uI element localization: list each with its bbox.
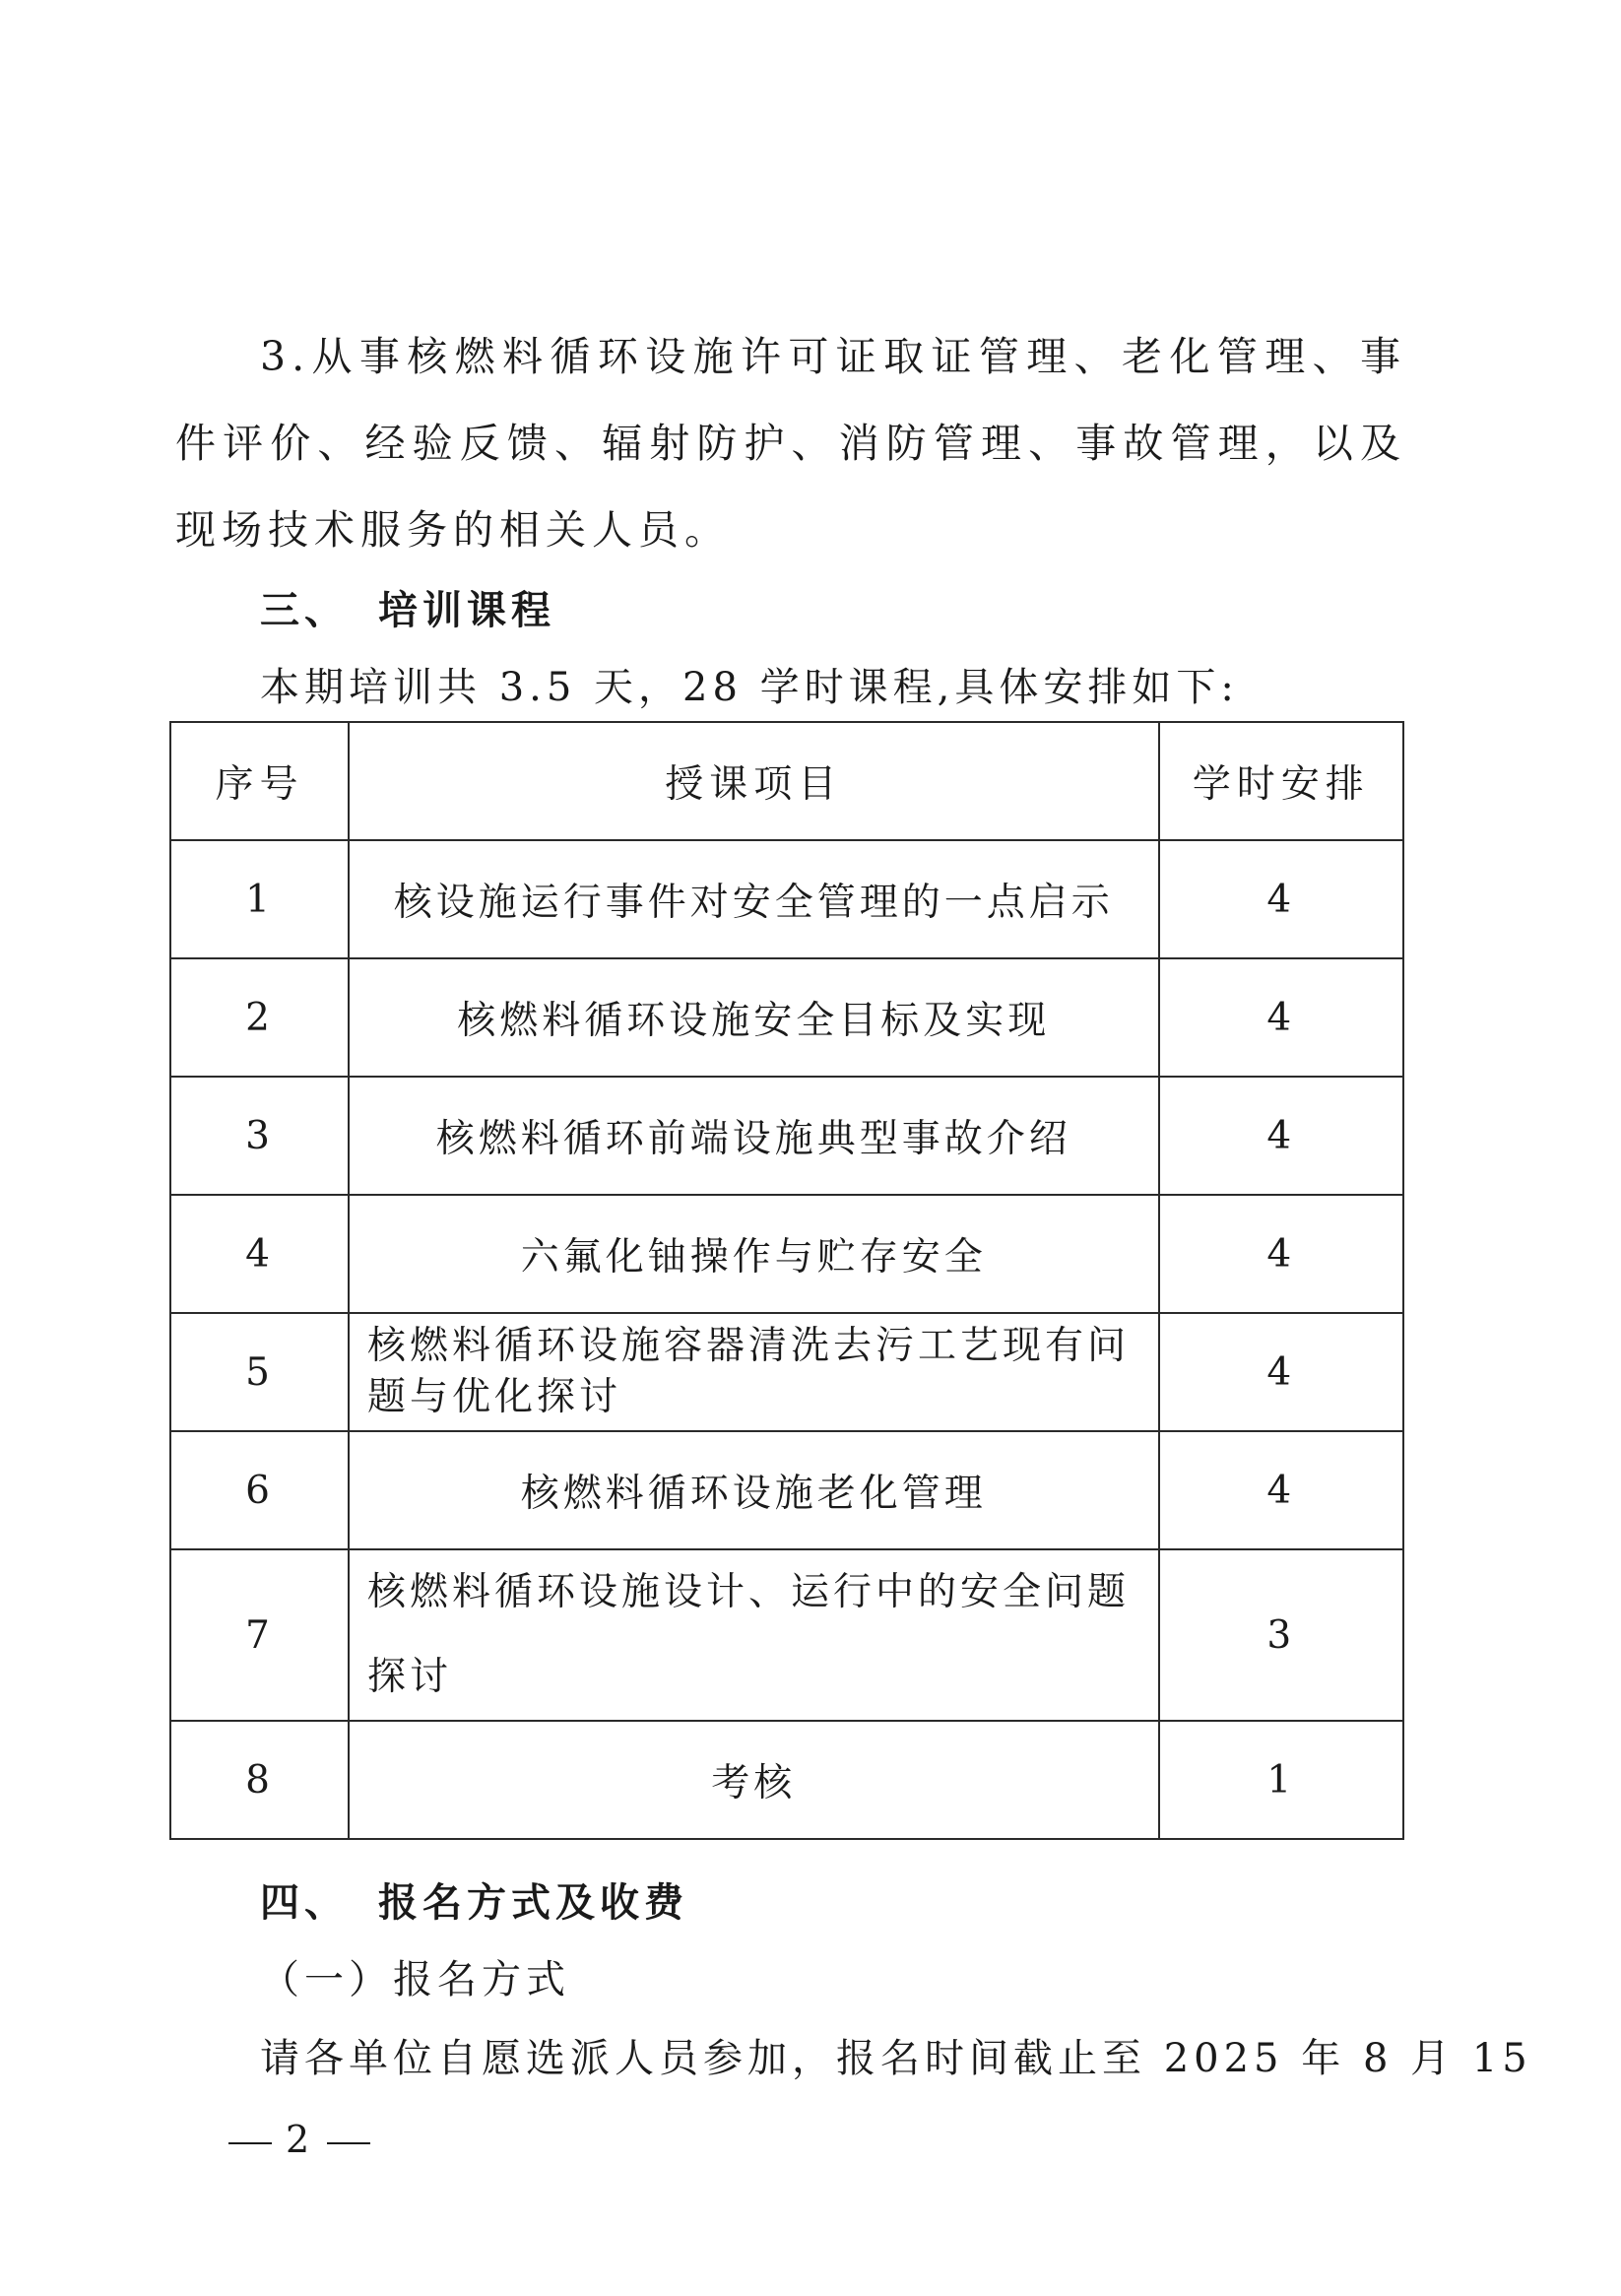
row-num: 8 [170,1721,349,1839]
section-4-heading [260,1871,688,1928]
row-num: 2 [170,958,349,1077]
row-hours: 4 [1159,958,1403,1077]
footer-dash-left [228,2142,272,2144]
table-row [170,840,1403,958]
table-row [170,1549,1403,1721]
row-num: 6 [170,1431,349,1549]
course-schedule-table [169,721,1404,1840]
row-course: 核设施运行事件对安全管理的一点启示 [349,840,1159,958]
row-course: 核燃料循环设施老化管理 [349,1431,1159,1549]
row-hours: 4 [1159,1431,1403,1549]
table-row [170,1313,1403,1431]
page-number: 2 [286,2118,314,2161]
header-course: 授课项目 [349,722,1159,840]
row-num: 4 [170,1195,349,1313]
row-course: 核燃料循环前端设施典型事故介绍 [349,1077,1159,1195]
table-header-row [170,722,1403,840]
row-hours: 3 [1159,1549,1403,1721]
table-row [170,1431,1403,1549]
section-3-heading [260,579,555,635]
section-3-summary: 本期培训共 3.5 天，28 学时课程,具体安排如下: [260,665,1239,710]
row-course: 考核 [349,1721,1159,1839]
row-num: 7 [170,1549,349,1721]
row-course: 六氟化铀操作与贮存安全 [349,1195,1159,1313]
section-4-subheading: （一）报名方式 [260,1957,570,2002]
row-hours: 4 [1159,840,1403,958]
footer-dash-right [327,2142,370,2144]
row-hours: 1 [1159,1721,1403,1839]
table-row [170,1721,1403,1839]
section-4-title: 报名方式及收费 [378,1879,688,1926]
row-num: 1 [170,840,349,958]
table-row [170,958,1403,1077]
section-4-number: 四、 [260,1879,349,1926]
intro-item-3: 3.从事核燃料循环设施许可证取证管理、老化管理、事件评价、经验反馈、辐射防护、消防管理、事故管理，以及现场技术服务的相关人员。 [175,333,1406,554]
row-num: 5 [170,1313,349,1431]
section-3-number: 三、 [260,587,349,633]
row-course: 核燃料循环设施设计、运行中的安全问题探讨 [349,1549,1159,1721]
row-num: 3 [170,1077,349,1195]
table-row [170,1195,1403,1313]
section-4-text: 请各单位自愿选派人员参加，报名时间截止至 2025 年 8 月 15 [260,2036,1532,2081]
header-num: 序号 [170,722,349,840]
row-course: 核燃料循环设施安全目标及实现 [349,958,1159,1077]
header-hours: 学时安排 [1159,722,1403,840]
table-row [170,1077,1403,1195]
section-3-title: 培训课程 [378,587,555,633]
row-hours: 4 [1159,1077,1403,1195]
row-hours: 4 [1159,1195,1403,1313]
page-footer [228,2118,370,2161]
row-course: 核燃料循环设施容器清洗去污工艺现有问题与优化探讨 [349,1313,1159,1431]
row-hours: 4 [1159,1313,1403,1431]
